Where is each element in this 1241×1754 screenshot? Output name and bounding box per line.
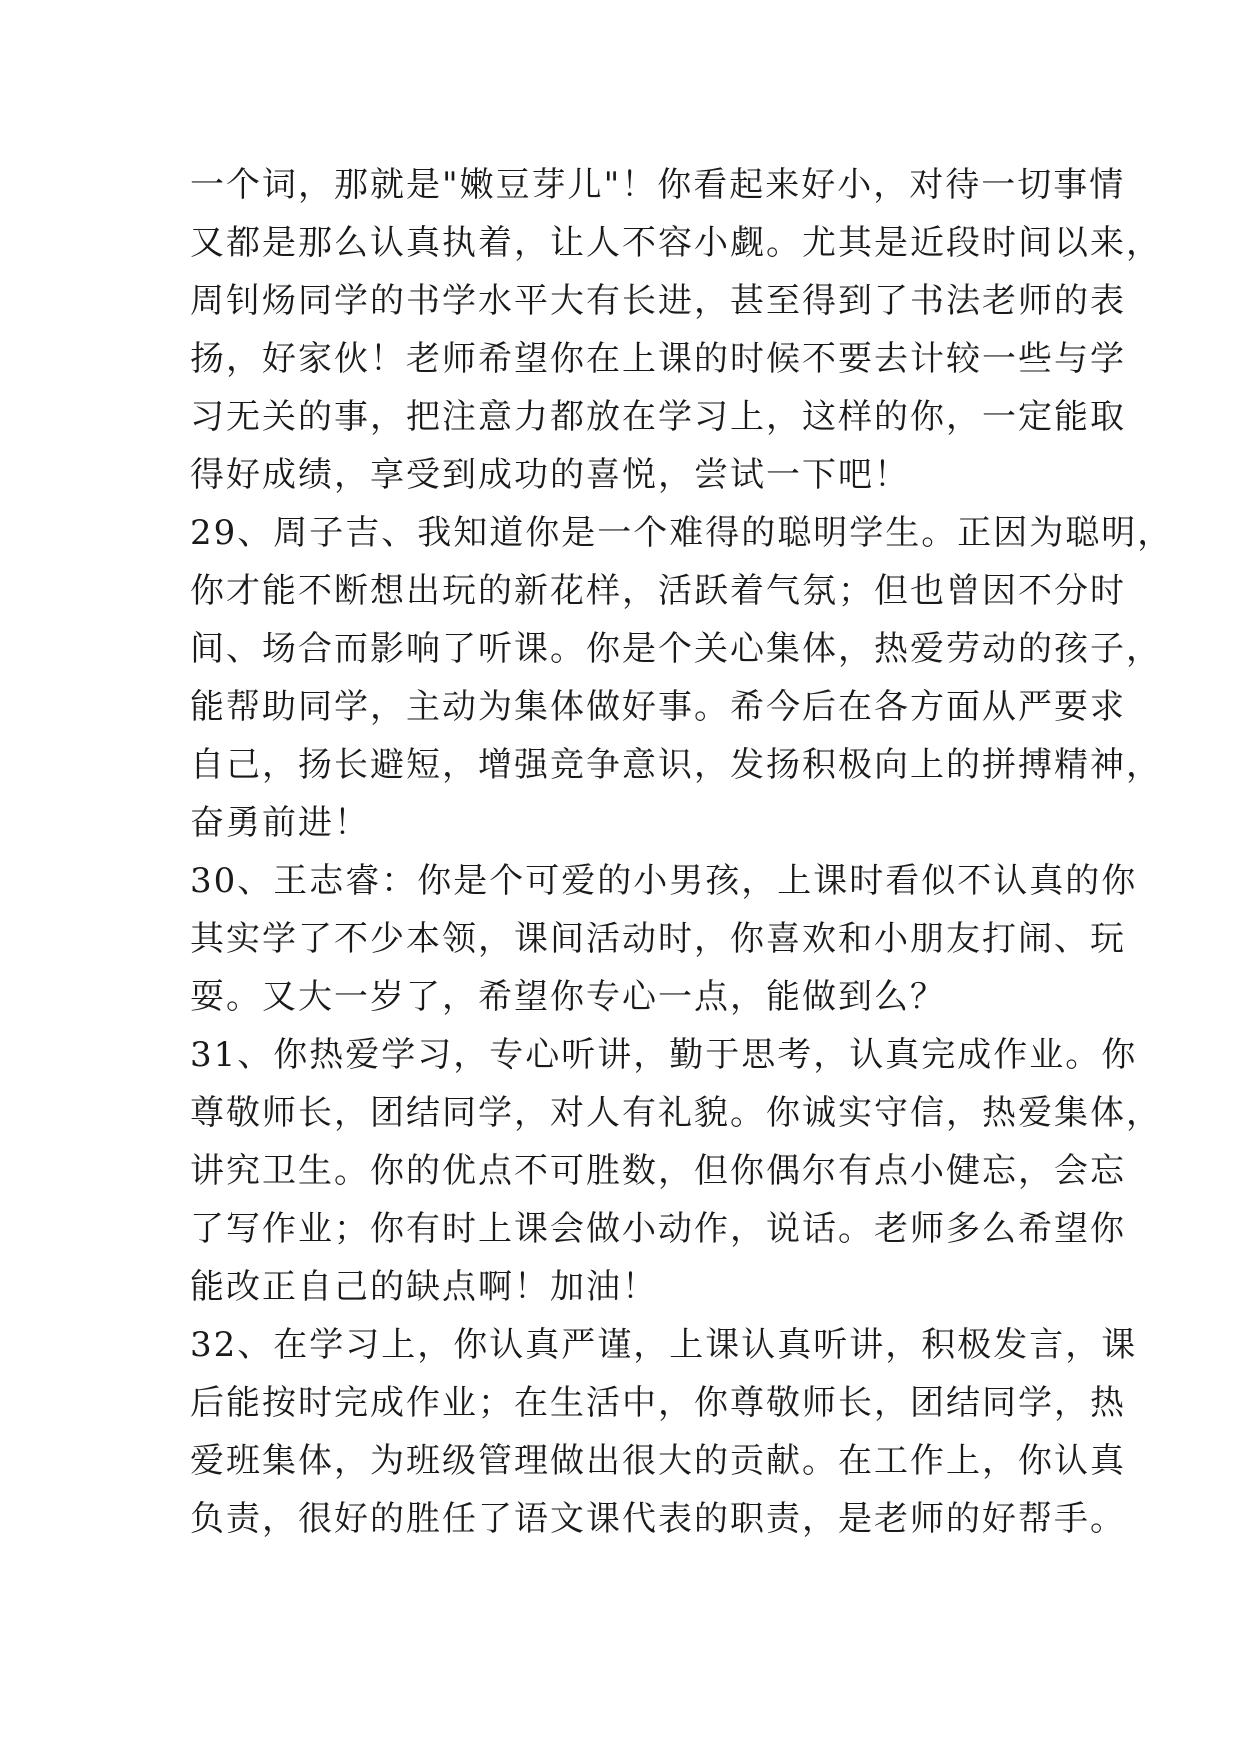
text-line: 能改正自己的缺点啊！加油！ <box>190 1267 658 1307</box>
text-line: 32、在学习上，你认真严谨，上课认真听讲，积极发言，课 <box>190 1325 1138 1365</box>
text-line: 得好成绩，享受到成功的喜悦，尝试一下吧！ <box>190 455 910 495</box>
text-line: 习无关的事，把注意力都放在学习上，这样的你，一定能取 <box>190 397 1126 437</box>
text-line: 尊敬师长，团结同学，对人有礼貌。你诚实守信，热爱集体， <box>190 1093 1162 1133</box>
text-line: 一个词，那就是"嫩豆芽儿"！你看起来好小，对待一切事情 <box>190 165 1126 205</box>
text-line: 奋勇前进！ <box>190 803 370 843</box>
text-line: 29、周子吉、我知道你是一个难得的聪明学生。正因为聪明， <box>190 513 1174 553</box>
text-line: 周钊炀同学的书学水平大有长进，甚至得到了书法老师的表 <box>190 281 1126 321</box>
text-line: 爱班集体，为班级管理做出很大的贡献。在工作上，你认真 <box>190 1441 1126 1481</box>
text-line: 你才能不断想出玩的新花样，活跃着气氛；但也曾因不分时 <box>190 571 1126 611</box>
text-line: 讲究卫生。你的优点不可胜数，但你偶尔有点小健忘，会忘 <box>190 1151 1126 1191</box>
text-line: 耍。又大一岁了，希望你专心一点，能做到么？ <box>190 977 946 1017</box>
text-line: 31、你热爱学习，专心听讲，勤于思考，认真完成作业。你 <box>190 1035 1138 1075</box>
text-line: 间、场合而影响了听课。你是个关心集体，热爱劳动的孩子， <box>190 629 1162 669</box>
text-line: 又都是那么认真执着，让人不容小觑。尤其是近段时间以来， <box>190 223 1162 263</box>
text-line: 30、王志睿：你是个可爱的小男孩，上课时看似不认真的你 <box>190 861 1138 901</box>
text-line: 其实学了不少本领，课间活动时，你喜欢和小朋友打闹、玩 <box>190 919 1126 959</box>
text-line: 自己，扬长避短，增强竞争意识，发扬积极向上的拼搏精神， <box>190 745 1162 785</box>
text-line: 能帮助同学，主动为集体做好事。希今后在各方面从严要求 <box>190 687 1126 727</box>
text-line: 后能按时完成作业；在生活中，你尊敬师长，团结同学，热 <box>190 1383 1126 1423</box>
text-line: 了写作业；你有时上课会做小动作，说话。老师多么希望你 <box>190 1209 1126 1249</box>
body-text <box>190 156 1174 1548</box>
text-line: 扬，好家伙！老师希望你在上课的时候不要去计较一些与学 <box>190 339 1126 379</box>
text-line: 负责，很好的胜任了语文课代表的职责，是老师的好帮手。 <box>190 1499 1126 1539</box>
